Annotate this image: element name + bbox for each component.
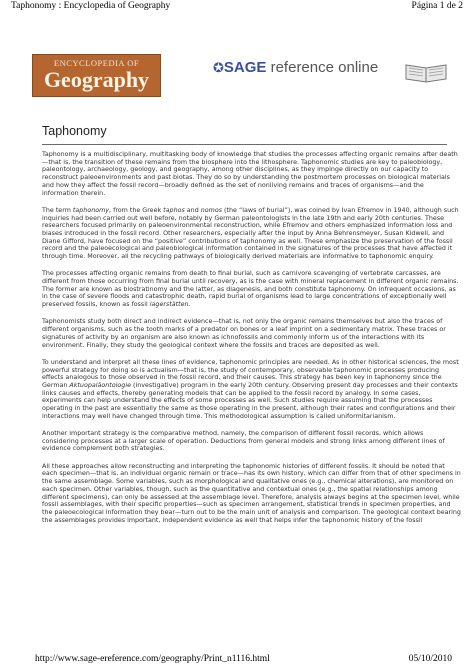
open-book-icon <box>404 59 448 85</box>
page-url: http://www.sage-ereference.com/geography/Print_n1116.html <box>35 654 270 664</box>
sage-reference-online-logo[interactable] <box>213 59 378 76</box>
paragraph-1: Taphonomy is a multidisciplinary, multitasking body of knowledge that studies the processes affecting organic remains after death—that is, the transition of these remains from the biosphere into the lithosphere. Taphonomic studies are key to paleobiology, paleontology, archaeology, geology, and geography, among other disciplines, as they impinge directly on our capacity to reconstruct paleoenvironments and past biotas. They do so by understanding the postmortem processes on biological materials and how they affect the fossil record—broadly defined as the set of nonliving remains and traces of organisms—and the information therein. <box>42 151 458 197</box>
banner <box>32 44 452 100</box>
logo-subtitle: ENCYCLOPEDIA OF <box>53 58 140 68</box>
print-date: 05/10/2010 <box>408 654 452 664</box>
article-title: Taphonomy <box>42 124 107 138</box>
document-title: Taphonomy : Encyclopedia of Geography <box>11 1 171 11</box>
print-footer <box>35 652 452 664</box>
paragraph-3: The processes affecting organic remains from death to final burial, such as carnivore scavenging of vertebrate carcasses, are different from those occurring from final burial until recovery, as is the case with mineral replacement in different organic remains. The former are known as biostratinomy and the latter, as diagenesis, and both constitute taphonomy. On infrequent occasions, as in the case of severe floods and catastrophic death, rapid burial of organisms lead to large concentrations of exceptionally well preserved fossils, known as fossil lagerstätten. <box>42 270 459 309</box>
paragraph-5: To understand and interpret all these lines of evidence, taphonomic principles are needed. As in other historical sciences, the most powerful strategy for doing so is actualism—that is, the study of contemporary, observable taphonomic processes producing effects analogous to those observed in the fossil record, and their causes. This strategy has been key in taphonomy since the German Aktuopaläontologie (investigative) program in the early 20th century. Observing present day processes and their contexts links causes and effects, thereby generating models that can be applied to the fossil record by analogy. In some cases, experiments can help understand the effects of some processes as well. Such studies require assuming that the processes operating in the past are essentially the same as those operating in the present, although their rates and configurations and their interactions may well have changed through time. This methodological assumption is called uniformitarianism. <box>42 358 459 420</box>
sage-brand: SAGE <box>223 59 267 76</box>
paragraph-6: Another important strategy is the comparative method, namely, the comparison of different fossil records, which allows considering processes at a larger scale of operation. Deductions from general models and strong links among different lines of evidence complement both strategies. <box>42 430 445 453</box>
title-divider <box>42 144 447 145</box>
paragraph-7: All these approaches allow reconstructing and interpreting the taphonomic histories of different fossils. It should be noted that each specimen—that is, an individual organic remain or trace—has its own history, which can differ from that of other specimens in the same assemblage. Some variables, such as morphological and qualitative ones (e.g., chemical alterations), are monitored on each specimen. Other variables, though, such as the quantitative and contextual ones (e.g., the spatial relationships among different specimens), can only be assessed at the assemblage level. Therefore, analysis always begins at the specimen level, while fossil assemblages, with their specific properties—such as specimen arrangement, statistical trends in specimen properties, and the paleoecological information they bear—turn out to be the main unit of analysis and comparison. The geological context bearing the assemblages provides important, independent evidence as well that helps infer the taphonomic history of the fossil <box>42 462 461 524</box>
encyclopedia-logo[interactable] <box>32 54 161 97</box>
article-body <box>42 151 462 534</box>
print-header <box>11 1 463 13</box>
paragraph-4: Taphonomists study both direct and indirect evidence—that is, not only the organic remains themselves but also the traces of different organisms, such as the tooth marks of a predator on bones or a leaf imprint on a sedimentary matrix. These traces or signatures of activity by an organism are also known as ichnofossils and commonly inform us of the interactions with its environment. Finally, they study the geological context where the fossils and traces are deposited as well. <box>42 318 446 349</box>
logo-title: Geography <box>43 67 150 92</box>
page-number: Página 1 de 2 <box>411 1 463 11</box>
sage-star-icon: ✪ <box>213 60 224 75</box>
paragraph-2: The term taphonomy, from the Greek taphos and nomos (the “laws of burial”), was coined by Ivan Efremov in 1940, although such inquiries had been carried out well before, notably by German paleontologists in the late 19th and early 20th centuries. These researchers focused primarily on paleoenvironmental reconstruction, while Efremov and others emphasized information loss and biases introduced in the fossil record. Other researchers, especially after the input by Anna Behrensmeyer, Susan Kidwell, and Diane Gifford, have focused on the “positive” contributions of taphonomy as well. These emphasize the preservation of the fossil record and the paleoecological and paleobiological information contained in the signatures of the processes that have affected it through time. Moreover, all the recycling pathways of biologically derived materials are informative to taphonomic enquiry. <box>42 206 459 261</box>
reference-online-text: reference online <box>270 59 379 76</box>
